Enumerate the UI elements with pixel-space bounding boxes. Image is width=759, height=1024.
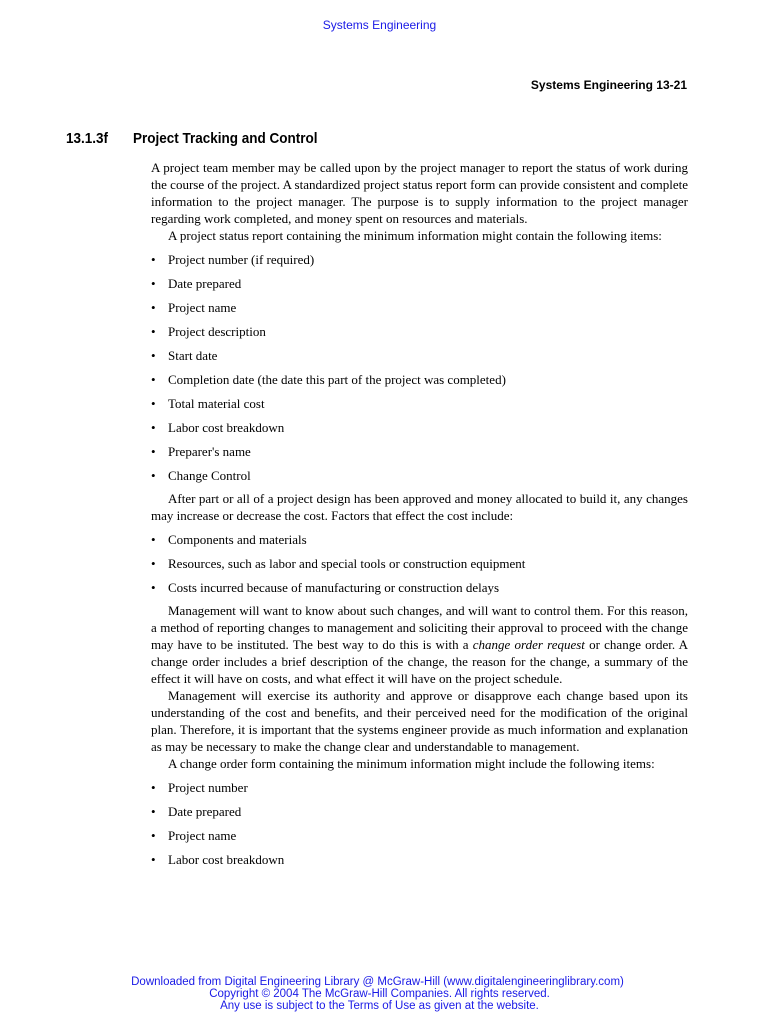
footer-terms-link[interactable]: Any use is subject to the Terms of Use as given at the website. bbox=[220, 1000, 539, 1012]
list-item-text: Resources, such as labor and special tools or construction equipment bbox=[168, 556, 526, 571]
top-site-link[interactable]: Systems Engineering bbox=[322, 18, 437, 32]
list-item bbox=[151, 443, 688, 460]
bullet-icon: • bbox=[151, 828, 156, 843]
bullet-icon: • bbox=[151, 468, 156, 483]
paragraph-4 bbox=[151, 602, 688, 687]
list-item bbox=[151, 803, 688, 820]
footer-download-link[interactable]: Downloaded from Digital Engineering Library @ McGraw-Hill (www.digitalengineeringlibrary.com) bbox=[131, 976, 624, 988]
list-item-text: Preparer's name bbox=[168, 444, 251, 459]
running-head: Systems Engineering 13-21 bbox=[530, 78, 687, 92]
list-item bbox=[151, 555, 688, 572]
bullet-icon: • bbox=[151, 804, 156, 819]
list-item-text: Labor cost breakdown bbox=[168, 420, 285, 435]
list-item-text: Project name bbox=[168, 300, 237, 315]
bullet-icon: • bbox=[151, 252, 156, 267]
list-item-text: Completion date (the date this part of the project was completed) bbox=[168, 372, 506, 387]
list-item bbox=[151, 419, 688, 436]
bullet-icon: • bbox=[151, 396, 156, 411]
bullet-icon: • bbox=[151, 444, 156, 459]
bullet-icon: • bbox=[151, 372, 156, 387]
list-item bbox=[151, 323, 688, 340]
paragraph-5: Management will exercise its authority and approve or disapprove each change based upon its understanding of the cost and benefits, and their perceived need for the modification of the original plan. Therefore, it is important that the systems engineer provide as much information and explanation as may be necessary to make the change clear and understandable to management. bbox=[151, 688, 688, 754]
paragraph-4-text-end: or change order. A change order includes a brief description of the change, the reason for the change, a summary of the effect it will have on costs, and what effect it will have on the project schedule. bbox=[151, 637, 688, 686]
list-item bbox=[151, 347, 688, 364]
list-item bbox=[151, 579, 688, 596]
list-item-text: Start date bbox=[168, 348, 218, 363]
change-order-request-term: change order request bbox=[472, 637, 585, 652]
list-item bbox=[151, 779, 688, 796]
list-item bbox=[151, 827, 688, 844]
paragraph-1: A project team member may be called upon by the project manager to report the status of work during the course of the project. A standardized project status report form can provide consistent and complete information to the project manager. The purpose is to supply information to the project manager regarding work completed, and money spent on resources and materials. bbox=[151, 160, 688, 226]
bullet-icon: • bbox=[151, 580, 156, 595]
list-item bbox=[151, 851, 688, 868]
list-item-text: Components and materials bbox=[168, 532, 307, 547]
cost-factors-list bbox=[151, 531, 688, 596]
list-item-text: Project name bbox=[168, 828, 237, 843]
paragraph-2: A project status report containing the minimum information might contain the following items: bbox=[168, 228, 662, 243]
body-text bbox=[151, 159, 688, 868]
bullet-icon: • bbox=[151, 532, 156, 547]
change-order-items-list bbox=[151, 779, 688, 868]
bullet-icon: • bbox=[151, 852, 156, 867]
section-number: 13.1.3f bbox=[66, 130, 109, 147]
list-item bbox=[151, 251, 688, 268]
list-item bbox=[151, 395, 688, 412]
bullet-icon: • bbox=[151, 780, 156, 795]
bullet-icon: • bbox=[151, 276, 156, 291]
list-item-text: Total material cost bbox=[168, 396, 265, 411]
list-item bbox=[151, 467, 688, 484]
status-report-items-list bbox=[151, 251, 688, 484]
paragraph-6: A change order form containing the minimum information might include the following items: bbox=[168, 756, 655, 771]
paragraph-3: After part or all of a project design has been approved and money allocated to build it, any changes may increase or decrease the cost. Factors that effect the cost include: bbox=[151, 491, 688, 523]
list-item-text: Costs incurred because of manufacturing or construction delays bbox=[168, 580, 500, 595]
footer-copyright-link[interactable]: Copyright © 2004 The McGraw-Hill Companies. All rights reserved. bbox=[209, 988, 550, 1000]
list-item-text: Project description bbox=[168, 324, 266, 339]
list-item bbox=[151, 299, 688, 316]
bullet-icon: • bbox=[151, 556, 156, 571]
bullet-icon: • bbox=[151, 300, 156, 315]
bullet-icon: • bbox=[151, 324, 156, 339]
bullet-icon: • bbox=[151, 348, 156, 363]
list-item bbox=[151, 275, 688, 292]
list-item-text: Project number (if required) bbox=[168, 252, 315, 267]
list-item bbox=[151, 531, 688, 548]
paragraph-4-text-start: Management will want to know about such changes, and will want to control them. For this reason, a method of reporting changes to management and soliciting their approval to proceed with the change may have to be instituted. The best way to do this is with a bbox=[151, 603, 688, 652]
list-item bbox=[151, 371, 688, 388]
list-item-text: Labor cost breakdown bbox=[168, 852, 285, 867]
list-item-text: Date prepared bbox=[168, 276, 242, 291]
bullet-icon: • bbox=[151, 420, 156, 435]
section-title: Project Tracking and Control bbox=[133, 130, 318, 147]
list-item-text: Project number bbox=[168, 780, 248, 795]
list-item-text: Date prepared bbox=[168, 804, 242, 819]
list-item-text: Change Control bbox=[168, 468, 251, 483]
footer bbox=[0, 976, 759, 1012]
